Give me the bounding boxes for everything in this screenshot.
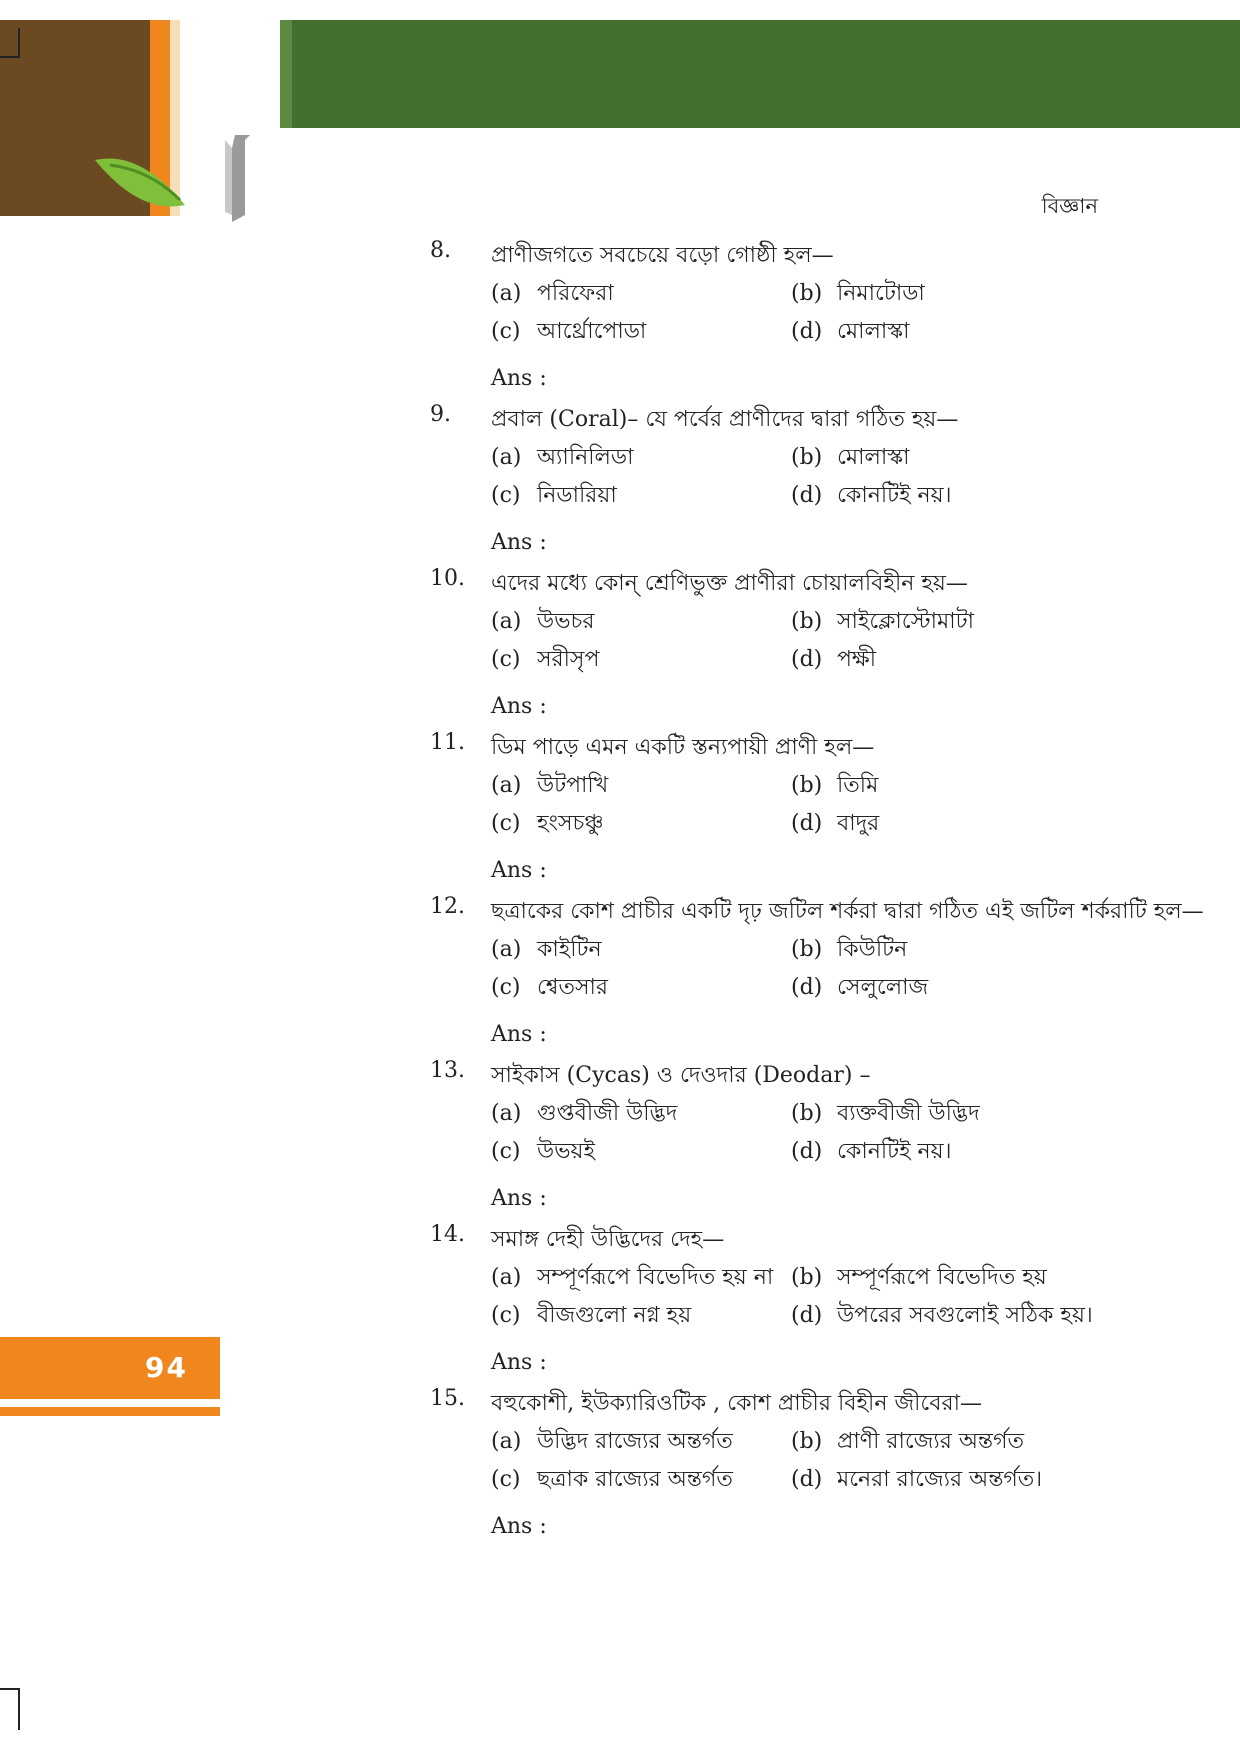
option-text: মনেরা রাজ্যের অন্তর্গত।: [837, 1467, 1043, 1492]
question-text: ছত্রাকের কোশ প্রাচীর একটি দৃঢ় জটিল শর্করা দ্বারা গঠিত এই জটিল শর্করাটি হল—: [491, 899, 1204, 924]
option-label: (c): [491, 811, 521, 836]
option-text: ব্যক্তবীজী উদ্ভিদ: [837, 1101, 980, 1126]
answer-label: Ans :: [491, 858, 547, 883]
option-text: শ্বেতসার: [537, 975, 609, 1000]
option-label: (c): [491, 1303, 521, 1328]
question-list: [430, 238, 1204, 1550]
question-item: [430, 1386, 1130, 1550]
option-text: হংসচঞ্চু: [537, 811, 604, 836]
question-item: [430, 402, 1130, 566]
question-number: 14.: [430, 1222, 465, 1247]
option-d: [791, 1462, 1042, 1499]
option-c: [491, 970, 608, 1007]
option-label: (d): [791, 1467, 823, 1492]
option-label: (a): [491, 1429, 522, 1454]
answer-label: Ans :: [491, 530, 547, 555]
option-text: নিমাটোডা: [837, 281, 925, 306]
question-text: এদের মধ্যে কোন্ শ্রেণিভুক্ত প্রাণীরা চোয়ালবিহীন হয়—: [491, 571, 968, 596]
option-text: কিউটিন: [837, 937, 908, 962]
option-b: [791, 1424, 1024, 1461]
answer-label: Ans :: [491, 694, 547, 719]
option-text: সাইক্লোস্টোমাটা: [837, 609, 974, 634]
option-text: বীজগুলো নগ্ন হয়: [537, 1303, 692, 1328]
option-a: [491, 932, 602, 969]
option-c: [491, 642, 599, 679]
option-label: (b): [791, 1429, 823, 1454]
option-text: উভয়ই: [537, 1139, 595, 1164]
option-text: কাইটিন: [537, 937, 602, 962]
crop-mark: [0, 56, 20, 58]
option-b: [791, 604, 974, 641]
option-text: উভচর: [537, 609, 595, 634]
option-b: [791, 768, 878, 805]
answer-label: Ans :: [491, 1350, 547, 1375]
option-label: (b): [791, 937, 823, 962]
question-item: [430, 894, 1204, 1058]
option-label: (a): [491, 1101, 522, 1126]
option-text: বাদুর: [837, 811, 880, 836]
option-label: (b): [791, 1265, 823, 1290]
option-label: (d): [791, 1303, 823, 1328]
option-label: (b): [791, 281, 823, 306]
option-text: অ্যানিলিডা: [537, 445, 634, 470]
option-label: (d): [791, 1139, 823, 1164]
option-text: সেলুলোজ: [837, 975, 929, 1000]
option-d: [791, 806, 879, 843]
option-c: [491, 478, 617, 515]
option-label: (b): [791, 1101, 823, 1126]
question-number: 8.: [430, 238, 451, 263]
option-a: [491, 276, 614, 313]
option-a: [491, 440, 634, 477]
option-text: সম্পূর্ণরূপে বিভেদিত হয়: [837, 1265, 1047, 1290]
answer-label: Ans :: [491, 1022, 547, 1047]
option-label: (a): [491, 609, 522, 634]
option-a: [491, 768, 608, 805]
question-number: 12.: [430, 894, 465, 919]
question-number: 10.: [430, 566, 465, 591]
option-text: গুপ্তবীজী উদ্ভিদ: [537, 1101, 678, 1126]
option-d: [791, 478, 952, 515]
option-label: (d): [791, 483, 823, 508]
option-label: (a): [491, 773, 522, 798]
option-c: [491, 314, 646, 351]
option-b: [791, 276, 925, 313]
option-b: [791, 932, 907, 969]
option-text: তিমি: [837, 773, 879, 798]
option-text: প্রাণী রাজ্যের অন্তর্গত: [837, 1429, 1025, 1454]
option-text: পক্ষী: [837, 647, 877, 672]
question-item: [430, 730, 1130, 894]
option-text: আর্থ্রোপোডা: [537, 319, 647, 344]
option-label: (c): [491, 319, 521, 344]
crop-mark: [0, 1688, 20, 1690]
option-text: ছত্রাক রাজ্যের অন্তর্গত: [537, 1467, 733, 1492]
option-d: [791, 642, 876, 679]
option-b: [791, 1096, 980, 1133]
option-a: [491, 1424, 733, 1461]
option-label: (a): [491, 1265, 522, 1290]
question-text: প্রবাল (Coral)– যে পর্বের প্রাণীদের দ্বারা গঠিত হয়—: [491, 407, 959, 432]
question-text: প্রাণীজগতে সবচেয়ে বড়ো গোষ্ঠী হল—: [491, 243, 834, 268]
option-c: [491, 1134, 595, 1171]
option-b: [791, 1260, 1047, 1297]
option-text: মোলাস্কা: [837, 445, 910, 470]
option-label: (c): [491, 1139, 521, 1164]
option-label: (b): [791, 445, 823, 470]
running-head-title: বিজ্ঞান: [1041, 194, 1098, 218]
option-a: [491, 1260, 773, 1297]
option-text: কোনটিই নয়।: [837, 483, 952, 508]
option-c: [491, 1298, 691, 1335]
option-label: (a): [491, 937, 522, 962]
page-number: 94: [0, 1337, 220, 1399]
option-label: (b): [791, 773, 823, 798]
question-item: [430, 1058, 1130, 1222]
option-c: [491, 1462, 733, 1499]
question-number: 13.: [430, 1058, 465, 1083]
option-label: (a): [491, 445, 522, 470]
question-number: 11.: [430, 730, 465, 755]
answer-label: Ans :: [491, 1186, 547, 1211]
sprout-leaf-icon: [0, 0, 280, 240]
option-a: [491, 604, 595, 641]
option-label: (c): [491, 975, 521, 1000]
option-label: (b): [791, 609, 823, 634]
option-c: [491, 806, 604, 843]
header-banner-edge: [280, 20, 292, 128]
option-d: [791, 970, 928, 1007]
option-d: [791, 314, 910, 351]
option-text: মোলাস্কা: [837, 319, 910, 344]
answer-label: Ans :: [491, 1514, 547, 1539]
question-text: বহুকোশী, ইউক্যারিওটিক , কোশ প্রাচীর বিহীন জীবেরা—: [491, 1391, 982, 1416]
question-item: [430, 238, 1130, 402]
option-text: উপরের সবগুলোই সঠিক হয়।: [837, 1303, 1093, 1328]
option-b: [791, 440, 910, 477]
crop-mark: [18, 28, 20, 58]
question-item: [430, 566, 1130, 730]
option-label: (d): [791, 975, 823, 1000]
option-text: সম্পূর্ণরূপে বিভেদিত হয় না: [537, 1265, 774, 1290]
option-text: পরিফেরা: [537, 281, 614, 306]
crop-mark: [18, 1690, 20, 1730]
answer-label: Ans :: [491, 366, 547, 391]
option-a: [491, 1096, 677, 1133]
question-text: ডিম পাড়ে এমন একটি স্তন্যপায়ী প্রাণী হল—: [491, 735, 875, 760]
option-text: কোনটিই নয়।: [837, 1139, 952, 1164]
option-label: (d): [791, 647, 823, 672]
option-text: উটপাখি: [537, 773, 609, 798]
question-item: [430, 1222, 1130, 1386]
option-d: [791, 1298, 1093, 1335]
option-label: (c): [491, 1467, 521, 1492]
question-number: 15.: [430, 1386, 465, 1411]
option-d: [791, 1134, 952, 1171]
option-text: নিডারিয়া: [537, 483, 617, 508]
header-banner: [280, 20, 1240, 128]
option-label: (c): [491, 483, 521, 508]
option-label: (a): [491, 281, 522, 306]
option-text: উদ্ভিদ রাজ্যের অন্তর্গত: [537, 1429, 733, 1454]
question-number: 9.: [430, 402, 451, 427]
option-label: (c): [491, 647, 521, 672]
question-text: সমাঙ্গ দেহী উদ্ভিদের দেহ—: [491, 1227, 725, 1252]
option-label: (d): [791, 319, 823, 344]
question-text: সাইকাস (Cycas) ও দেওদার (Deodar) –: [491, 1063, 871, 1088]
option-label: (d): [791, 811, 823, 836]
page-number-underline: [0, 1407, 220, 1416]
option-text: সরীসৃপ: [537, 647, 600, 672]
